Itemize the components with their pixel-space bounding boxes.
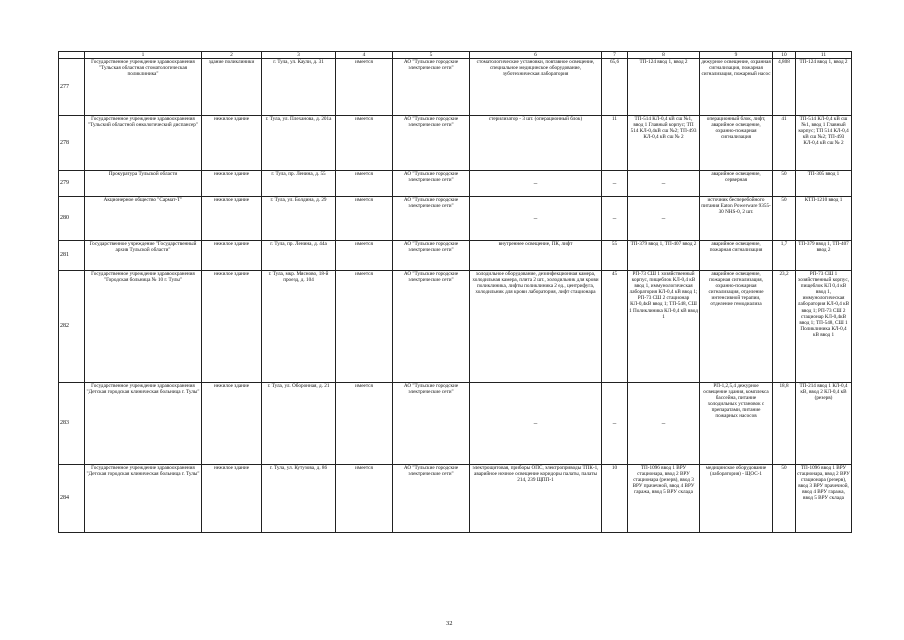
table-row (59, 241, 852, 271)
address: г. Тула, ул. Болдина, д. 29 (262, 197, 336, 241)
status: имеется (336, 383, 393, 465)
power: – (602, 171, 628, 197)
reserve: 50 (773, 465, 796, 533)
header-row (59, 52, 852, 59)
reserve: 41 (773, 116, 796, 171)
consumers: дежурное освещение, охранная сигнализация, пожарная сигнализация, пожарный насос (700, 59, 773, 116)
power-source: ТП-124 ввод 1, ввод 2 (628, 59, 700, 116)
power-source: – (628, 171, 700, 197)
organization-name: Прокуратура Тульской области (85, 171, 202, 197)
table-row (59, 59, 852, 116)
row-number: 281 (59, 241, 85, 271)
row-number: 280 (59, 197, 85, 241)
consumers: аварийное освещение, пожарная сигнализация, охранно-пожарная сигнализация, отделение интенсивной терапии, отделение гемодиализа (700, 271, 773, 383)
reserve: 4,808 (773, 59, 796, 116)
row-number: 279 (59, 171, 85, 197)
equipment: – (470, 197, 602, 241)
header-cell-1: 1 (85, 52, 202, 59)
equipment: стоматологические установки, повтавное освещение, специальное медицинское оборудование, зуботехническая лаборатория (470, 59, 602, 116)
header-cell-7: 7 (602, 52, 628, 59)
power-source: – (628, 383, 700, 465)
consumers: РП-1,2,5,4 дежурное освещение здания, комплекса бассейна, питание холодильных установок с препаратами, питание пожарных насосов (700, 383, 773, 465)
supplier: АО "Тульские городские электрические сети" (393, 116, 470, 171)
organization-name: Государственное учреждение здравоохранения "Тульский областной онкологический диспансер" (85, 116, 202, 171)
consumers: источник бесперебойного питания Eaton Powerware 9355-30 NHS-0, 2 шт. (700, 197, 773, 241)
status: имеется (336, 171, 393, 197)
supplier: АО "Тульские городские электрические сети" (393, 171, 470, 197)
status: имеется (336, 116, 393, 171)
organization-name: Государственное учреждение здравоохранения "Детская городская клиническая больница г. Тулы" (85, 465, 202, 533)
organization-name: Государственное учреждение здравоохранения "Городская больница № 10 г. Тулы" (85, 271, 202, 383)
address: г. Тула, ул. Каули, д. 31 (262, 59, 336, 116)
building-type: нежилое здание (202, 465, 262, 533)
supplier: АО "Тульские городские электрические сети" (393, 465, 470, 533)
address: г. Тула, пр. Ленина, д. 44а (262, 241, 336, 271)
row-number: 282 (59, 271, 85, 383)
table-row (59, 465, 852, 533)
address: г. Тула, мкр. Мясново, 18-й проезд, д. 104 (262, 271, 336, 383)
equipment: внутреннее освещение, ПК, лифт (470, 241, 602, 271)
status: имеется (336, 465, 393, 533)
status: имеется (336, 59, 393, 116)
power: 65,6 (602, 59, 628, 116)
building-type: нежилое здание (202, 116, 262, 171)
row-number: 277 (59, 59, 85, 116)
consumers: медицинское оборудование (лаборатория) - ЩОС-1 (700, 465, 773, 533)
address: г. Тула, ул. Плеханова, д. 201а (262, 116, 336, 171)
page-number: 32 (446, 620, 453, 627)
reserve: 23,2 (773, 271, 796, 383)
header-cell-empty (59, 52, 85, 59)
feeder: РП-73 СШ 1 хозяйственный корпус, пищеблок КЛ 0,4 кВ ввод 1, иммунологическая лаборатория КЛ-0,4 кВ ввод 1; РП-73 СШ 2 стационар КЛ-0,4кВ ввод 1; ТП-548, СШ 1 Поликлиника КЛ-0,4 кВ ввод 1 (796, 271, 852, 383)
row-number: 283 (59, 383, 85, 465)
power-source: ТП-1096 ввод 1 ВРУ стационара, ввод 2 ВРУ стационара (резерв), ввод 3 ВРУ прачечной, ввод 4 ВРУ гаража, ввод 5 ВРУ склада (628, 465, 700, 533)
header-cell-4: 4 (336, 52, 393, 59)
supplier: АО "Тульские городские электрические сети" (393, 197, 470, 241)
organization-name: Государственное учреждение здравоохранения "Детская городская клиническая больница г. Тулы" (85, 383, 202, 465)
header-cell-8: 8 (628, 52, 700, 59)
power: 45 (602, 271, 628, 383)
register-table (58, 51, 852, 533)
consumers: операционный блок, лифт, аварийное освещение, охранно-пожарная сигнализация (700, 116, 773, 171)
header-cell-10: 10 (773, 52, 796, 59)
power-source: РП-73 СШ 1 хозяйственный корпус, пищеблок КЛ-0,4 кВ ввод 1, иммунологическая лаборатория КЛ-0,4 кВ ввод 1; РП-73 СШ 2 стационар КЛ-0,4кВ ввод 1; ТП-548, СШ 1 Поликлиника КЛ-0,4 кВ ввод 1 (628, 271, 700, 383)
feeder: ТП-379 ввод 1, ТП-407 ввод 2 (796, 241, 852, 271)
header-cell-6: 6 (470, 52, 602, 59)
feeder: ТП-514 КЛ-0,4 кВ сш №1, ввод 1 Главный корпус; ТП 514 КЛ-0,4 кВ сш №2; ТП-493 КЛ-0,4 кВ сш № 2 (796, 116, 852, 171)
feeder: ТП-305 ввод 1 (796, 171, 852, 197)
building-type: нежилое здание (202, 241, 262, 271)
building-type: здание поликлиники (202, 59, 262, 116)
organization-name: Государственное учреждение здравоохранения "Тульская областная стоматологическая поликлиника" (85, 59, 202, 116)
table-row (59, 383, 852, 465)
table-row (59, 271, 852, 383)
power: 55 (602, 241, 628, 271)
power-source: ТП-379 ввод 1, ТП-407 ввод 2 (628, 241, 700, 271)
equipment: стерилизатор - 3 шт. (операционный блок) (470, 116, 602, 171)
power: 11 (602, 116, 628, 171)
feeder: КТП-1210 ввод 1 (796, 197, 852, 241)
supplier: АО "Тульские городские электрические сети" (393, 383, 470, 465)
row-number: 278 (59, 116, 85, 171)
header-cell-11: 11 (796, 52, 852, 59)
building-type: нежилое здание (202, 271, 262, 383)
table-row (59, 171, 852, 197)
supplier: АО "Тульские городские электрические сети" (393, 241, 470, 271)
header-cell-2: 2 (202, 52, 262, 59)
building-type: нежилое здание (202, 197, 262, 241)
status: имеется (336, 241, 393, 271)
status: имеется (336, 197, 393, 241)
equipment: – (470, 383, 602, 465)
supplier: АО "Тульские городские электрические сети" (393, 271, 470, 383)
table-row (59, 197, 852, 241)
address: г. Тула, ул. Оборонная, д. 21 (262, 383, 336, 465)
consumers: аварийное освещение, серверная (700, 171, 773, 197)
equipment: – (470, 171, 602, 197)
reserve: 50 (773, 171, 796, 197)
header-cell-5: 5 (393, 52, 470, 59)
supplier: АО "Тульские городские электрические сети" (393, 59, 470, 116)
feeder: ТП-124 ввод 1, ввод 2 (796, 59, 852, 116)
row-number: 284 (59, 465, 85, 533)
feeder: ТП-214 ввод 1 КЛ-0,4 кВ, ввод 2 КЛ-0,4 кВ (резерв) (796, 383, 852, 465)
organization-name: Акционерное общество "Сармат-Т" (85, 197, 202, 241)
power-source: ТП-514 КЛ-0,4 кВ сш №1, ввод 1 Главный корпус; ТП 514 КЛ-0,4кВ сш №2; ТП-493 КЛ-0,4 кВ сш № 2 (628, 116, 700, 171)
reserve: 18,8 (773, 383, 796, 465)
feeder: ТП-1096 ввод 1 ВРУ стационара, ввод 2 ВРУ стационара (резерв), ввод 3 ВРУ прачечной, ввод 4 ВРУ гаража, ввод 5 ВРУ склада (796, 465, 852, 533)
equipment: электрощитовая, приборы ОПС, электроприводы ТПК-1, аварийное ночное освещение коридоры палаты, палаты 214, 239 ЩПП-1 (470, 465, 602, 533)
building-type: нежилое здание (202, 383, 262, 465)
table-row (59, 116, 852, 171)
consumers: аварийное освещение, пожарная сигнализация (700, 241, 773, 271)
organization-name: Государственное учреждение "Государственный архив Тульской области" (85, 241, 202, 271)
header-cell-3: 3 (262, 52, 336, 59)
power-source: – (628, 197, 700, 241)
power: – (602, 197, 628, 241)
building-type: нежилое здание (202, 171, 262, 197)
reserve: 50 (773, 197, 796, 241)
equipment: холодильное оборудование, дезинфекционная камера, холодильная камера, плита 2 шт., холодильник для крови поликлиника, лифты поликлиника 2 ед., центрифуга, холодильник для крови лаборатория, лифт стационара (470, 271, 602, 383)
power: – (602, 383, 628, 465)
header-cell-9: 9 (700, 52, 773, 59)
address: г. Тула, ул. Кутузова, д. 86 (262, 465, 336, 533)
reserve: 1,7 (773, 241, 796, 271)
power: 10 (602, 465, 628, 533)
status: имеется (336, 271, 393, 383)
address: г. Тула, пр. Ленина, д. 55 (262, 171, 336, 197)
